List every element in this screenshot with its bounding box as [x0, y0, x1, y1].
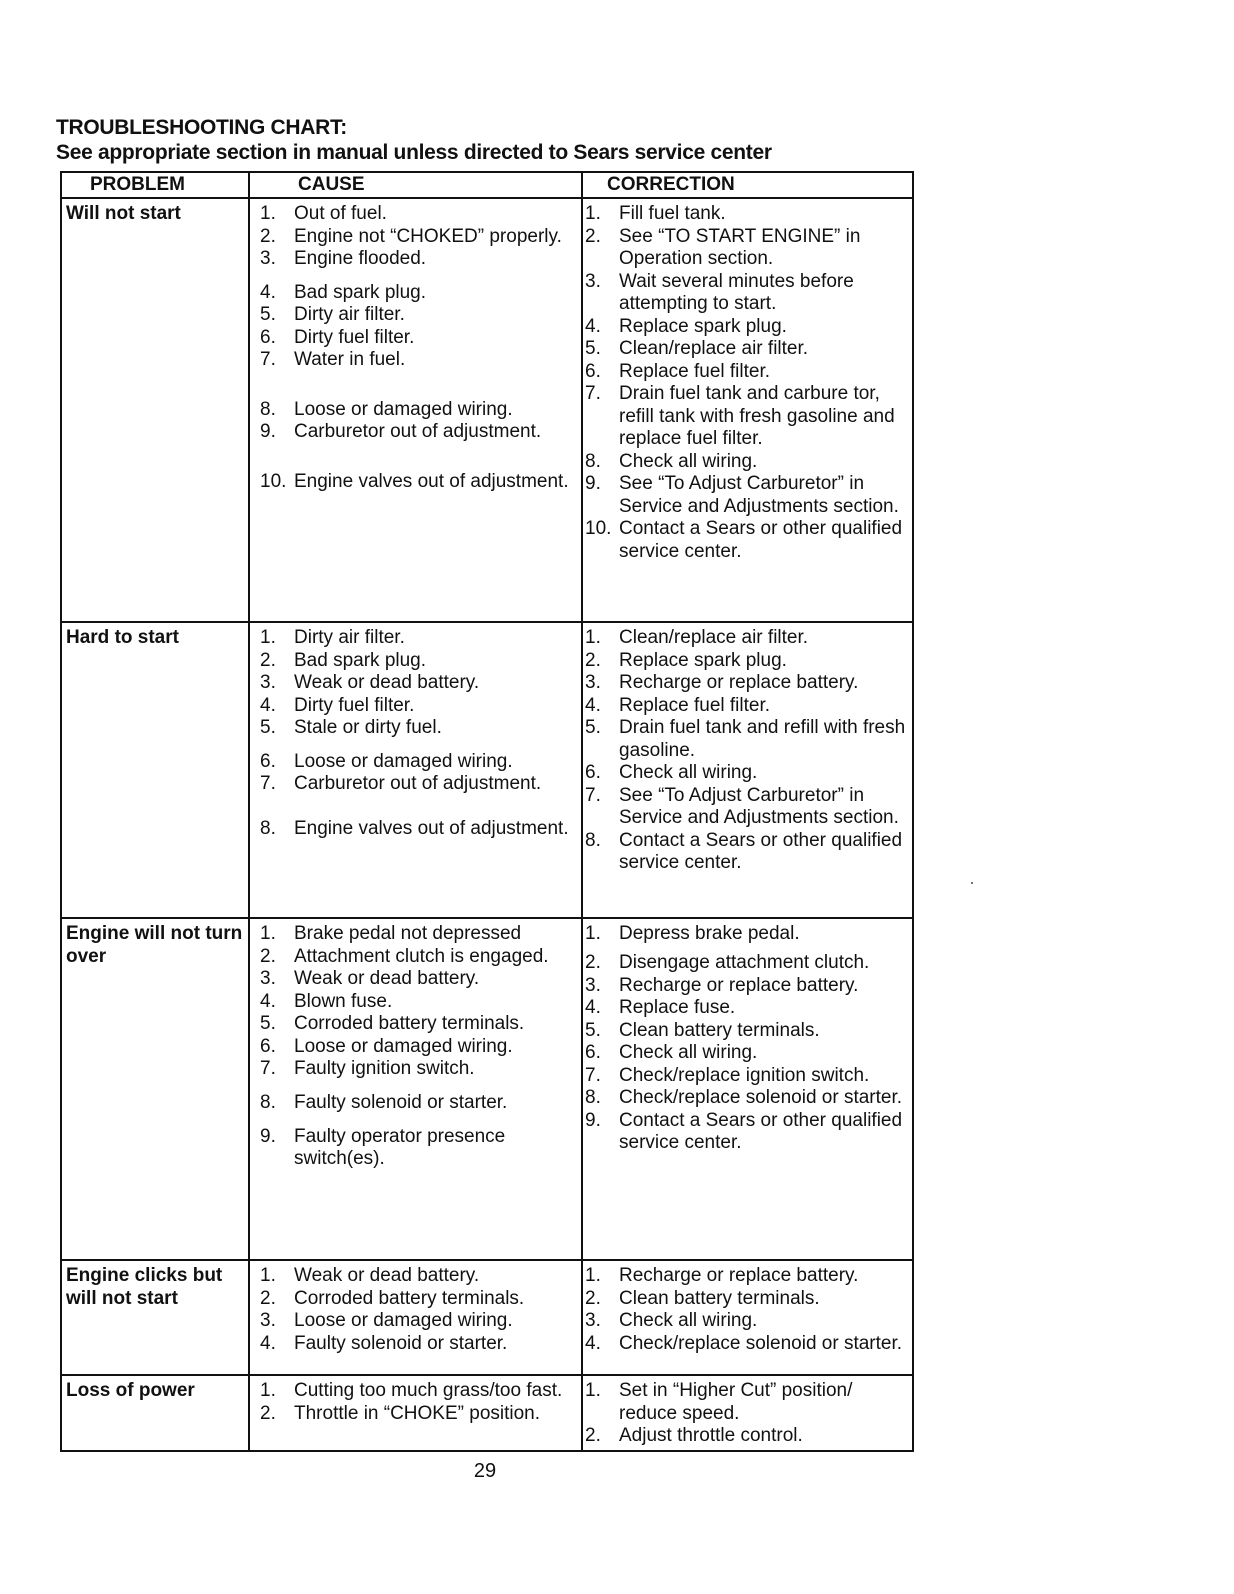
item-text: Drain fuel tank and carbure tor, refill tank with fresh gasoline and replace fuel filter. [619, 383, 895, 449]
correction-item [583, 518, 912, 563]
item-text: Weak or dead battery. [294, 968, 480, 989]
item-number: 6. [260, 1035, 276, 1057]
item-text: Weak or dead battery. [294, 672, 480, 693]
item-text: Throttle in “CHOKE” position. [294, 1402, 541, 1424]
item-text: Faulty ignition switch. [294, 1058, 475, 1079]
item-text: Bad spark plug. [294, 281, 427, 303]
item-number: 2. [585, 1425, 601, 1446]
item-number: 6. [260, 750, 276, 772]
item-number: 2. [260, 649, 276, 671]
troubleshooting-table [60, 171, 914, 1452]
correction-cell [583, 1376, 912, 1450]
item-number: 9. [585, 1109, 601, 1131]
table-row [62, 1376, 912, 1452]
item-number: 8. [585, 829, 601, 851]
item-text: Drain fuel tank and refill with fresh gasoline. [619, 717, 906, 761]
cause-item [250, 203, 581, 226]
item-number: 3. [585, 672, 601, 693]
item-text: Clean/replace air filter. [619, 627, 809, 648]
cause-item [250, 1013, 581, 1036]
cause-item [250, 946, 581, 969]
cause-item [250, 1265, 581, 1288]
problem-cell: Engine clicks but will not start [62, 1261, 250, 1374]
correction-item [583, 1065, 912, 1088]
item-number: 8. [585, 450, 601, 472]
item-number: 10. [260, 470, 287, 492]
header-cause: CAUSE [250, 173, 583, 197]
correction-item [583, 830, 912, 875]
cause-item [250, 1126, 581, 1171]
item-number: 2. [585, 225, 601, 247]
cause-item [250, 650, 581, 673]
cause-item [250, 627, 581, 650]
correction-item [583, 952, 912, 975]
item-number: 6. [585, 360, 601, 382]
item-text: Replace fuel filter. [619, 360, 771, 382]
cause-item [250, 1333, 581, 1356]
correction-item [583, 1333, 912, 1356]
correction-item [583, 1288, 912, 1311]
cause-item [250, 399, 581, 422]
item-number: 3. [585, 270, 601, 292]
item-number: 1. [585, 1265, 601, 1286]
correction-item [583, 997, 912, 1020]
cause-item [250, 751, 581, 774]
item-text: Recharge or replace battery. [619, 672, 859, 693]
item-number: 1. [260, 203, 276, 224]
cause-item [250, 773, 581, 796]
chart-title: TROUBLESHOOTING CHART: [56, 116, 347, 139]
item-text: Loose or damaged wiring. [294, 1310, 513, 1331]
item-text: Recharge or replace battery. [619, 974, 859, 996]
table-row [62, 199, 912, 623]
item-number: 7. [585, 383, 601, 404]
item-number: 5. [260, 1013, 276, 1034]
item-text: Check all wiring. [619, 1310, 758, 1331]
cause-item [250, 282, 581, 305]
item-number: 9. [260, 421, 276, 443]
scan-speck [971, 882, 973, 884]
item-number: 2. [585, 649, 601, 671]
correction-item [583, 1265, 912, 1288]
item-text: Loose or damaged wiring. [294, 750, 513, 772]
item-text: Replace fuel filter. [619, 694, 771, 716]
item-number: 7. [260, 773, 276, 795]
item-text: Water in fuel. [294, 349, 406, 371]
header-problem: PROBLEM [62, 173, 250, 197]
cause-item [250, 304, 581, 327]
cause-item [250, 327, 581, 350]
cause-item [250, 1288, 581, 1311]
item-text: Brake pedal not depressed [294, 923, 522, 944]
item-number: 5. [585, 717, 601, 738]
cause-item [250, 421, 581, 444]
cause-cell [250, 919, 583, 1259]
item-number: 3. [585, 974, 601, 996]
correction-item [583, 338, 912, 361]
item-text: Out of fuel. [294, 203, 387, 224]
item-number: 7. [585, 784, 601, 806]
item-text: Dirty air filter. [294, 627, 405, 648]
item-text: Engine flooded. [294, 248, 427, 269]
item-text: Faulty solenoid or starter. [294, 1091, 508, 1113]
item-number: 1. [260, 627, 276, 648]
item-text: Replace spark plug. [619, 315, 787, 337]
item-number: 4. [585, 997, 601, 1019]
item-text: Engine valves out of adjustment. [294, 470, 569, 492]
item-number: 2. [260, 945, 276, 967]
item-text: Corroded battery terminals. [294, 1287, 525, 1309]
correction-item [583, 1020, 912, 1043]
item-text: Loose or damaged wiring. [294, 398, 513, 420]
cause-item [250, 349, 581, 372]
item-text: Contact a Sears or other qualified service center. [619, 829, 903, 873]
item-number: 1. [585, 203, 601, 224]
correction-item [583, 473, 912, 518]
chart-subtitle: See appropriate section in manual unless directed to Sears service center [56, 141, 772, 164]
item-number: 4. [260, 281, 276, 303]
item-text: Blown fuse. [294, 990, 393, 1012]
cause-item [250, 1310, 581, 1333]
correction-item [583, 361, 912, 384]
cause-cell [250, 199, 583, 621]
cause-item [250, 471, 581, 494]
item-text: Loose or damaged wiring. [294, 1035, 513, 1057]
item-number: 6. [260, 326, 276, 348]
item-number: 1. [260, 923, 276, 944]
cause-item [250, 923, 581, 946]
item-text: Disengage attachment clutch. [619, 952, 870, 974]
correction-cell [583, 199, 912, 621]
correction-item [583, 451, 912, 474]
cause-item [250, 226, 581, 249]
correction-item [583, 650, 912, 673]
item-number: 8. [585, 1087, 601, 1109]
item-number: 1. [260, 1380, 276, 1401]
item-text: Check all wiring. [619, 450, 758, 472]
correction-item [583, 1425, 912, 1448]
item-number: 4. [585, 694, 601, 716]
item-number: 7. [260, 349, 276, 371]
item-number: 2. [585, 1287, 601, 1309]
correction-item [583, 672, 912, 695]
item-text: Clean battery terminals. [619, 1019, 820, 1041]
cause-item [250, 672, 581, 695]
item-text: Attachment clutch is engaged. [294, 945, 549, 967]
correction-item [583, 383, 912, 451]
page-number: 29 [473, 1460, 497, 1482]
item-number: 3. [260, 672, 276, 693]
correction-cell [583, 623, 912, 917]
item-number: 6. [585, 762, 601, 783]
item-text: Engine valves out of adjustment. [294, 818, 569, 840]
item-text: Check all wiring. [619, 1042, 758, 1064]
item-text: Clean/replace air filter. [619, 338, 809, 359]
item-text: Adjust throttle control. [619, 1425, 803, 1446]
correction-item [583, 316, 912, 339]
item-text: Dirty fuel filter. [294, 694, 415, 716]
cause-cell [250, 623, 583, 917]
item-text: Contact a Sears or other qualified service center. [619, 1109, 903, 1154]
item-text: Fill fuel tank. [619, 203, 726, 224]
item-number: 8. [260, 1091, 276, 1113]
cause-cell [250, 1376, 583, 1450]
cause-item [250, 1403, 581, 1426]
item-number: 3. [260, 968, 276, 989]
item-number: 1. [585, 627, 601, 648]
table-row [62, 919, 912, 1261]
correction-item [583, 226, 912, 271]
table-body [62, 199, 912, 1452]
problem-cell: Loss of power [62, 1376, 250, 1450]
item-number: 2. [260, 1287, 276, 1309]
correction-item [583, 785, 912, 830]
correction-item [583, 271, 912, 316]
item-text: Faulty solenoid or starter. [294, 1332, 508, 1354]
item-text: Bad spark plug. [294, 649, 427, 671]
item-number: 8. [260, 398, 276, 420]
item-text: Dirty fuel filter. [294, 326, 415, 348]
correction-item [583, 717, 912, 762]
header-correction: CORRECTION [607, 174, 735, 195]
correction-cell [583, 919, 912, 1259]
cause-item [250, 1036, 581, 1059]
correction-item [583, 1087, 912, 1110]
item-text: Check/replace solenoid or starter. [619, 1087, 903, 1109]
item-text: Clean battery terminals. [619, 1287, 820, 1309]
item-text: Engine not “CHOKED” properly. [294, 225, 562, 247]
item-number: 4. [260, 694, 276, 716]
item-number: 4. [585, 1332, 601, 1354]
correction-item [583, 1310, 912, 1333]
item-text: Wait several minutes before attempting to start. [619, 270, 854, 314]
item-number: 3. [260, 248, 276, 269]
cause-item [250, 717, 581, 740]
table-header [62, 173, 912, 199]
item-text: Corroded battery terminals. [294, 1013, 525, 1034]
problem-cell: Hard to start [62, 623, 250, 917]
correction-item [583, 1110, 912, 1155]
item-text: Contact a Sears or other qualified service center. [619, 518, 903, 562]
item-text: Replace fuse. [619, 997, 736, 1019]
item-number: 1. [585, 1380, 601, 1401]
item-number: 3. [585, 1310, 601, 1331]
correction-item [583, 1380, 912, 1425]
item-number: 8. [260, 818, 276, 840]
item-number: 2. [260, 1402, 276, 1424]
item-number: 9. [585, 473, 601, 494]
item-number: 5. [260, 717, 276, 738]
item-text: Carburetor out of adjustment. [294, 421, 542, 443]
cause-item [250, 1092, 581, 1115]
item-text: See “To Adjust Carburetor” in Service and Adjustments section. [619, 473, 899, 517]
item-number: 7. [260, 1058, 276, 1079]
correction-item [583, 203, 912, 226]
item-number: 5. [585, 1019, 601, 1041]
item-text: Replace spark plug. [619, 649, 787, 671]
item-number: 3. [260, 1310, 276, 1331]
table-row [62, 623, 912, 919]
item-text: Check/replace solenoid or starter. [619, 1332, 903, 1354]
item-text: Weak or dead battery. [294, 1265, 480, 1286]
item-text: Dirty air filter. [294, 304, 405, 326]
problem-cell: Engine will not turn over [62, 919, 250, 1259]
item-text: Depress brake pedal. [619, 923, 800, 944]
item-text: Cutting too much grass/too fast. [294, 1380, 563, 1401]
item-text: Faulty operator presence switch(es). [294, 1125, 506, 1169]
correction-item [583, 627, 912, 650]
correction-item [583, 923, 912, 946]
correction-item [583, 762, 912, 785]
item-number: 4. [585, 315, 601, 337]
item-number: 7. [585, 1064, 601, 1086]
item-text: Stale or dirty fuel. [294, 717, 442, 738]
correction-item [583, 1042, 912, 1065]
item-text: Check/replace ignition switch. [619, 1064, 870, 1086]
correction-item [583, 695, 912, 718]
item-text: Carburetor out of adjustment. [294, 773, 542, 795]
item-text: Set in “Higher Cut” position/ reduce speed. [619, 1380, 853, 1424]
item-number: 5. [585, 338, 601, 359]
correction-item [583, 975, 912, 998]
item-number: 9. [260, 1125, 276, 1147]
correction-cell [583, 1261, 912, 1374]
cause-item [250, 1380, 581, 1403]
item-text: Check all wiring. [619, 762, 758, 783]
cause-cell [250, 1261, 583, 1374]
item-number: 6. [585, 1042, 601, 1064]
item-text: Recharge or replace battery. [619, 1265, 859, 1286]
item-number: 2. [585, 952, 601, 974]
cause-item [250, 695, 581, 718]
item-text: See “To Adjust Carburetor” in Service and Adjustments section. [619, 784, 899, 828]
cause-item [250, 991, 581, 1014]
item-number: 4. [260, 990, 276, 1012]
cause-item [250, 818, 581, 841]
table-row [62, 1261, 912, 1376]
item-number: 2. [260, 225, 276, 247]
item-number: 1. [260, 1265, 276, 1286]
item-text: See “TO START ENGINE” in Operation section. [619, 225, 861, 269]
cause-item [250, 1058, 581, 1081]
item-number: 1. [585, 923, 601, 944]
item-number: 4. [260, 1332, 276, 1354]
item-number: 10. [585, 518, 612, 539]
cause-item [250, 248, 581, 271]
cause-item [250, 968, 581, 991]
item-number: 5. [260, 304, 276, 326]
problem-cell: Will not start [62, 199, 250, 621]
